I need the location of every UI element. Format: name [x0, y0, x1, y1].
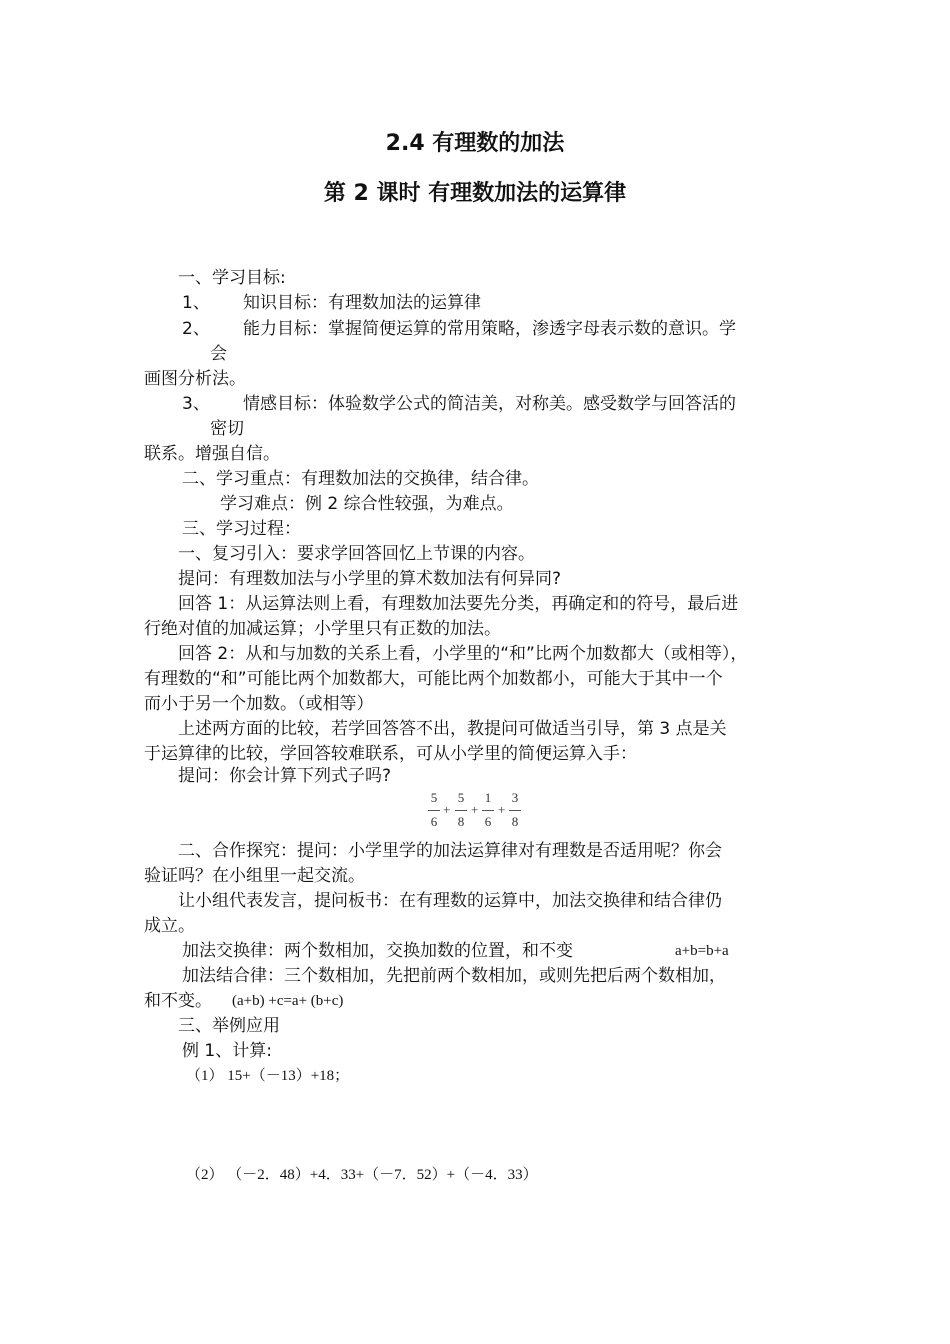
goal-1-number: 1、	[182, 293, 210, 313]
goal-2-number: 2、	[182, 319, 210, 339]
answer-2-line-1: 回答 2：从和与加数的关系上看，小学里的“和”比两个加数都大（或相等），	[178, 644, 748, 664]
example-1-label: 例 1、计算:	[182, 1041, 272, 1061]
plus-sign: +	[471, 802, 479, 817]
goals-heading: 一、学习目标:	[178, 268, 286, 288]
answer-1-line-1: 回答 1：从运算法则上看，有理数加法要先分类，再确定和的符号，最后进	[178, 594, 739, 614]
key-focus: 二、学习重点：有理数加法的交换律，结合律。	[182, 469, 539, 489]
review-intro: 一、复习引入：要求学回答回忆上节课的内容。	[178, 544, 535, 564]
plus-sign: +	[498, 802, 506, 817]
goal-3-number: 3、	[182, 394, 210, 414]
examples-heading: 三、举例应用	[178, 1016, 280, 1036]
goal-3-text: 情感目标：体验数学公式的简洁美，对称美。感受数学与回答活的	[243, 394, 736, 414]
lesson-title: 第 2 课时 有理数加法的运算律	[323, 181, 627, 206]
fraction-3-denominator: 6	[484, 814, 492, 829]
fraction-4-denominator: 8	[511, 814, 519, 829]
plus-sign: +	[443, 802, 451, 817]
fraction-bar	[509, 810, 521, 811]
problem-1: （1） 15+（－13）+18；	[186, 1068, 350, 1084]
associative-formula: (a+b) +c=a+ (b+c)	[232, 993, 344, 1009]
commutative-law: 加法交换律：两个数相加，交换加数的位置，和不变	[182, 941, 573, 961]
fraction-bar	[428, 810, 440, 811]
fraction-bar	[482, 810, 494, 811]
comparison-line-2: 于运算律的比较，学回答较难联系，可从小学里的简便运算入手：	[144, 744, 637, 764]
fraction-1-numerator: 5	[430, 790, 438, 805]
fraction-3-numerator: 1	[484, 790, 492, 805]
answer-1-line-2: 行绝对值的加减运算；小学里只有正数的加法。	[144, 619, 501, 639]
commutative-formula: a+b=b+a	[675, 943, 729, 959]
fraction-bar	[455, 810, 467, 811]
problem-2: （2） （－2．48）+4．33+（－7．52）+（－4．33）	[186, 1167, 538, 1183]
fraction-1-denominator: 6	[430, 814, 438, 829]
goal-3-continued: 联系。增强自信。	[144, 444, 280, 464]
explore-line-4: 成立。	[144, 916, 195, 936]
question-1: 提问：有理数加法与小学里的算术数加法有何异同?	[178, 569, 562, 589]
answer-2-line-2: 有理数的“和”可能比两个加数都大，可能比两个加数都小，可能大于其中一个	[144, 669, 723, 689]
answer-2-line-3: 而小于另一个加数。（或相等）	[144, 694, 374, 714]
question-2: 提问：你会计算下列式子吗?	[178, 766, 392, 786]
key-difficulty: 学习难点：例 2 综合性较强，为难点。	[220, 494, 514, 514]
fraction-4-numerator: 3	[511, 790, 519, 805]
fraction-2-denominator: 8	[457, 814, 465, 829]
goal-2-wrap: 会	[210, 344, 227, 364]
explore-line-1: 二、合作探究：提问：小学里学的加法运算律对有理数是否适用呢？你会	[178, 841, 722, 861]
goal-2-text: 能力目标：掌握简便运算的常用策略，渗透字母表示数的意识。学	[243, 319, 736, 339]
fraction-2-numerator: 5	[457, 790, 465, 805]
section-title: 2.4 有理数的加法	[385, 131, 565, 156]
associative-law-continued: 和不变。	[144, 991, 212, 1011]
goal-1-text: 知识目标：有理数加法的运算律	[243, 293, 481, 313]
goal-2-continued: 画图分析法。	[144, 369, 246, 389]
explore-line-2: 验证吗？在小组里一起交流。	[144, 866, 365, 886]
associative-law: 加法结合律：三个数相加，先把前两个数相加，或则先把后两个数相加，	[182, 966, 726, 986]
process-heading: 三、学习过程：	[182, 519, 301, 539]
comparison-line-1: 上述两方面的比较，若学回答答不出，教提问可做适当引导，第 3 点是关	[178, 719, 727, 739]
goal-3-wrap: 密切	[210, 419, 244, 439]
explore-line-3: 让小组代表发言，提问板书：在有理数的运算中，加法交换律和结合律仍	[178, 891, 722, 911]
